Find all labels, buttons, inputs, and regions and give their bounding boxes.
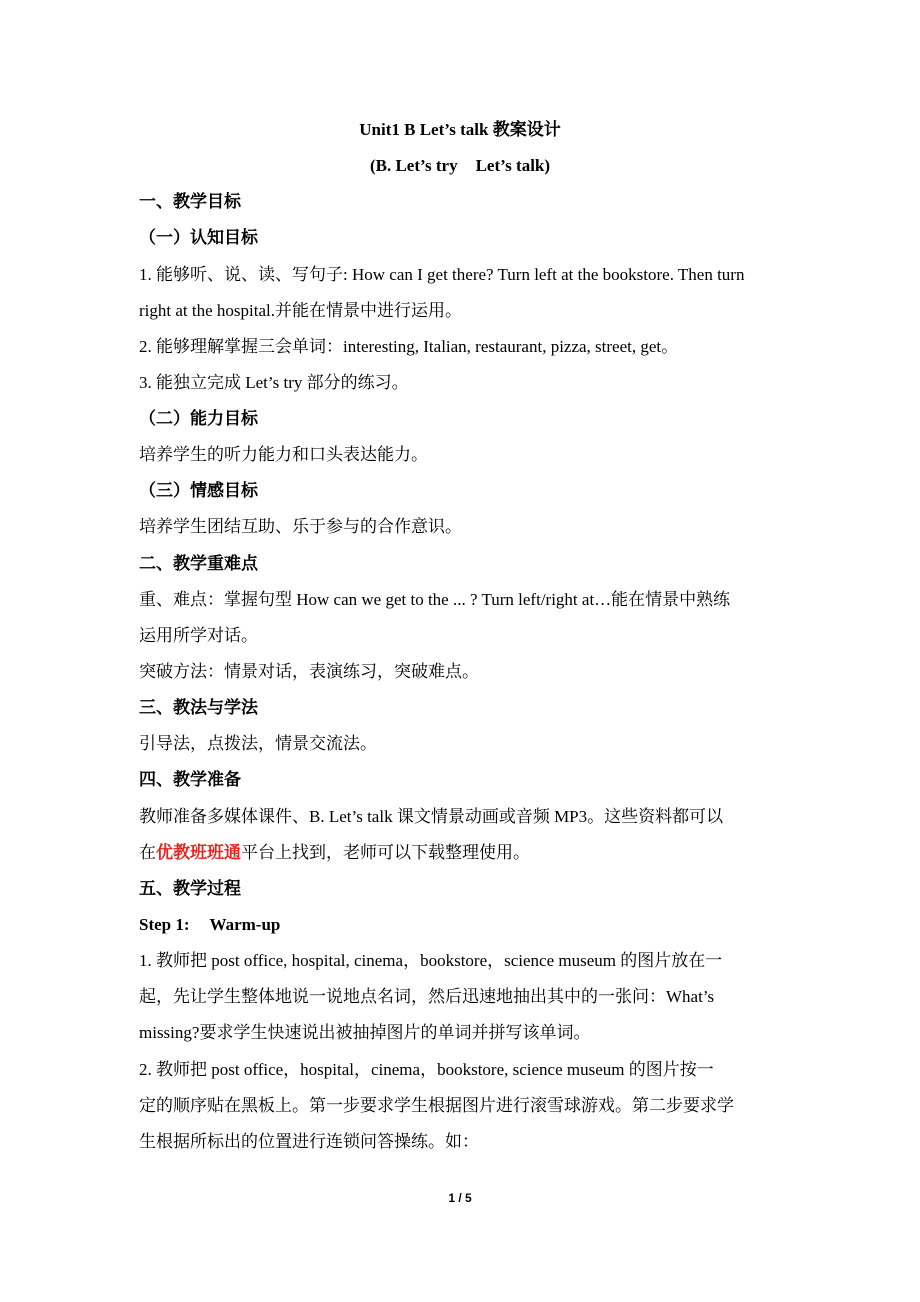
subtitle-part-a: (B. Let’s try — [369, 156, 458, 175]
section1-sub3-heading: （三）情感目标 — [139, 481, 258, 500]
section1-item2: 2. 能够理解掌握三会单词：interesting, Italian, restaurant, pizza, street, get。 — [139, 337, 679, 356]
document-title: Unit1 B Let’s talk 教案设计 — [359, 120, 561, 139]
section4-line2-post: 平台上找到，老师可以下载整理使用。 — [241, 843, 530, 862]
section1-item1-line1: 1. 能够听、说、读、写句子: How can I get there? Turn left at the bookstore. Then turn — [139, 265, 745, 284]
section3-text: 引导法，点拨法，情景交流法。 — [139, 734, 377, 753]
section2-line3: 突破方法：情景对话，表演练习，突破难点。 — [139, 662, 479, 681]
section1-sub2-heading: （二）能力目标 — [139, 409, 258, 428]
step1-p2-line2: 定的顺序贴在黑板上。第一步要求学生根据图片进行滚雪球游戏。第二步要求学 — [139, 1096, 734, 1115]
section4-heading: 四、教学准备 — [139, 770, 241, 789]
highlight-platform-name: 优教班班通 — [156, 843, 241, 862]
section4-line1: 教师准备多媒体课件、B. Let’s talk 课文情景动画或音频 MP3。这些资料都可以 — [139, 807, 724, 826]
section4-line2 — [139, 841, 799, 865]
section1-sub3-text: 培养学生团结互助、乐于参与的合作意识。 — [139, 517, 462, 536]
section1-item3: 3. 能独立完成 Let’s try 部分的练习。 — [139, 373, 409, 392]
step1-name: Warm-up — [209, 915, 281, 934]
section1-sub2-text: 培养学生的听力能力和口头表达能力。 — [139, 445, 428, 464]
step1-p2-line3: 生根据所标出的位置进行连锁问答操练。如： — [139, 1132, 479, 1151]
step1-p1-line2: 起，先让学生整体地说一说地点名词，然后迅速地抽出其中的一张问：What’s — [139, 987, 715, 1006]
step1-p1-line1: 1. 教师把 post office, hospital, cinema，bookstore，science museum 的图片放在一 — [139, 951, 723, 970]
step1-p1-line3: missing?要求学生快速说出被抽掉图片的单词并拼写该单词。 — [139, 1023, 591, 1042]
section3-heading: 三、教法与学法 — [139, 698, 258, 717]
section2-heading: 二、教学重难点 — [139, 554, 258, 573]
subtitle-part-b: Let’s talk) — [475, 156, 551, 175]
section1-item1-line2: right at the hospital.并能在情景中进行运用。 — [139, 301, 462, 320]
section4-line2-pre: 在 — [139, 843, 156, 862]
section1-heading: 一、教学目标 — [139, 192, 241, 211]
page-number: 1 / 5 — [448, 1191, 472, 1205]
section5-heading: 五、教学过程 — [139, 879, 241, 898]
section1-sub1-heading: （一）认知目标 — [139, 228, 258, 247]
step1-label: Step 1: — [139, 915, 190, 934]
document-subtitle — [0, 154, 920, 178]
section2-line1: 重、难点：掌握句型 How can we get to the ... ? Turn left/right at…能在情景中熟练 — [139, 590, 731, 609]
step1-heading — [139, 913, 799, 937]
section2-line2: 运用所学对话。 — [139, 626, 258, 645]
step1-p2-line1: 2. 教师把 post office，hospital，cinema，bookstore, science museum 的图片按一 — [139, 1060, 714, 1079]
